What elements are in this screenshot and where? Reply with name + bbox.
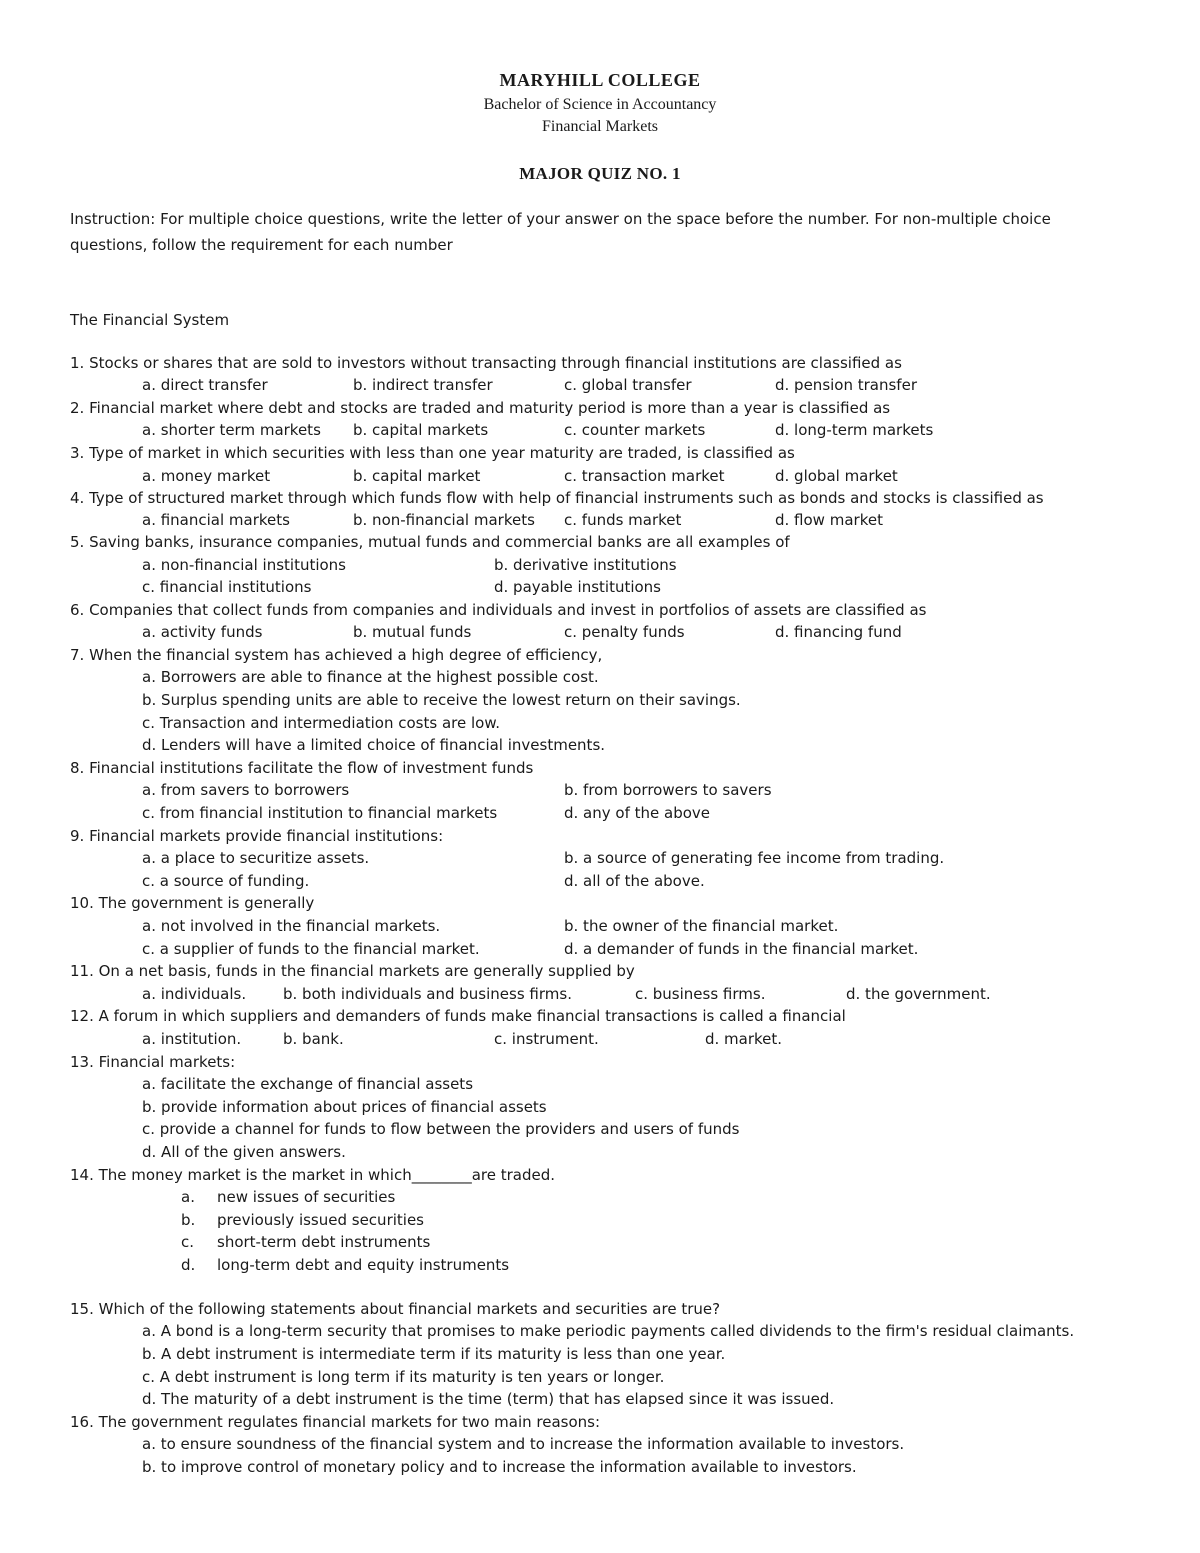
option-10c: c. a supplier of funds to the financial market.: [142, 940, 480, 958]
option-14a-letter: a.: [181, 1188, 195, 1206]
option-1b: b. indirect transfer: [353, 376, 493, 394]
option-14d-letter: d.: [181, 1256, 196, 1274]
option-15d: d. The maturity of a debt instrument is the time (term) that has elapsed since it was issued.: [142, 1390, 835, 1408]
option-11b: b. both individuals and business firms.: [283, 985, 572, 1003]
question-1: 1. Stocks or shares that are sold to investors without transacting through financial institutions are classified as: [70, 354, 902, 372]
question-13: 13. Financial markets:: [70, 1053, 236, 1071]
option-6a: a. activity funds: [142, 623, 263, 641]
question-7: 7. When the financial system has achieved a high degree of efficiency,: [70, 646, 603, 664]
option-1a: a. direct transfer: [142, 376, 268, 394]
option-4c: c. funds market: [564, 511, 682, 529]
option-14c: short-term debt instruments: [217, 1233, 431, 1251]
option-3d: d. global market: [775, 467, 898, 485]
course-name: Financial Markets: [542, 118, 658, 135]
option-9b: b. a source of generating fee income from trading.: [564, 849, 945, 867]
option-8d: d. any of the above: [564, 804, 711, 822]
option-10d: d. a demander of funds in the financial market.: [564, 940, 919, 958]
option-6c: c. penalty funds: [564, 623, 685, 641]
option-16a: a. to ensure soundness of the financial system and to increase the information available to investors.: [142, 1435, 905, 1453]
option-15b: b. A debt instrument is intermediate term if its maturity is less than one year.: [142, 1345, 726, 1363]
option-9a: a. a place to securitize assets.: [142, 849, 370, 867]
option-12d: d. market.: [705, 1030, 783, 1048]
option-7b: b. Surplus spending units are able to receive the lowest return on their savings.: [142, 691, 741, 709]
option-7c: c. Transaction and intermediation costs are low.: [142, 714, 500, 732]
option-14d: long-term debt and equity instruments: [217, 1256, 510, 1274]
option-8a: a. from savers to borrowers: [142, 781, 350, 799]
section-title: The Financial System: [70, 311, 230, 329]
option-16b: b. to improve control of monetary policy and to increase the information available to investors.: [142, 1458, 857, 1476]
option-3b: b. capital market: [353, 467, 481, 485]
question-4: 4. Type of structured market through which funds flow with help of financial instruments such as bonds and stocks is classified as: [70, 489, 1044, 507]
option-3c: c. transaction market: [564, 467, 725, 485]
option-2b: b. capital markets: [353, 421, 489, 439]
option-5b: b. derivative institutions: [494, 556, 677, 574]
option-9d: d. all of the above.: [564, 872, 705, 890]
question-5: 5. Saving banks, insurance companies, mutual funds and commercial banks are all examples of: [70, 533, 790, 551]
option-14c-letter: c.: [181, 1233, 195, 1251]
option-13b: b. provide information about prices of financial assets: [142, 1098, 547, 1116]
option-2c: c. counter markets: [564, 421, 706, 439]
option-1c: c. global transfer: [564, 376, 692, 394]
option-15a: a. A bond is a long-term security that promises to make periodic payments called dividends to the firm's residual claimants.: [142, 1322, 1075, 1340]
option-12a: a. institution.: [142, 1030, 242, 1048]
instruction-text: Instruction: For multiple choice questions, write the letter of your answer on the space before the number. For non-multiple choice questions, follow the requirement for each number: [70, 210, 1051, 254]
option-14b: previously issued securities: [217, 1211, 424, 1229]
option-9c: c. a source of funding.: [142, 872, 310, 890]
option-4a: a. financial markets: [142, 511, 290, 529]
option-5d: d. payable institutions: [494, 578, 661, 596]
question-3: 3. Type of market in which securities with less than one year maturity are traded, is classified as: [70, 444, 795, 462]
quiz-title: MAJOR QUIZ NO. 1: [519, 164, 681, 183]
program-name: Bachelor of Science in Accountancy: [483, 96, 717, 113]
college-name: MARYHILL COLLEGE: [499, 70, 701, 90]
question-11: 11. On a net basis, funds in the financial markets are generally supplied by: [70, 962, 635, 980]
option-11a: a. individuals.: [142, 985, 247, 1003]
question-6: 6. Companies that collect funds from companies and individuals and invest in portfolios of assets are classified as: [70, 601, 927, 619]
option-5c: c. financial institutions: [142, 578, 312, 596]
option-13d: d. All of the given answers.: [142, 1143, 346, 1161]
option-7a: a. Borrowers are able to finance at the highest possible cost.: [142, 668, 599, 686]
question-8: 8. Financial institutions facilitate the flow of investment funds: [70, 759, 534, 777]
option-12c: c. instrument.: [494, 1030, 599, 1048]
option-6b: b. mutual funds: [353, 623, 472, 641]
option-5a: a. non-financial institutions: [142, 556, 347, 574]
option-10b: b. the owner of the financial market.: [564, 917, 839, 935]
option-13c: c. provide a channel for funds to flow between the providers and users of funds: [142, 1120, 740, 1138]
option-11c: c. business firms.: [635, 985, 766, 1003]
question-10: 10. The government is generally: [70, 894, 315, 912]
option-4b: b. non-financial markets: [353, 511, 535, 529]
option-2d: d. long-term markets: [775, 421, 934, 439]
option-8c: c. from financial institution to financial markets: [142, 804, 498, 822]
option-7d: d. Lenders will have a limited choice of financial investments.: [142, 736, 606, 754]
option-6d: d. financing fund: [775, 623, 902, 641]
question-2: 2. Financial market where debt and stocks are traded and maturity period is more than a year is classified as: [70, 399, 891, 417]
option-10a: a. not involved in the financial markets.: [142, 917, 441, 935]
option-1d: d. pension transfer: [775, 376, 917, 394]
option-14b-letter: b.: [181, 1211, 196, 1229]
question-9: 9. Financial markets provide financial institutions:: [70, 827, 444, 845]
question-16: 16. The government regulates financial markets for two main reasons:: [70, 1413, 601, 1431]
option-3a: a. money market: [142, 467, 271, 485]
question-12: 12. A forum in which suppliers and demanders of funds make financial transactions is called a financial: [70, 1007, 846, 1025]
option-4d: d. flow market: [775, 511, 883, 529]
option-2a: a. shorter term markets: [142, 421, 321, 439]
question-15: 15. Which of the following statements about financial markets and securities are true?: [70, 1300, 721, 1318]
option-8b: b. from borrowers to savers: [564, 781, 772, 799]
option-14a: new issues of securities: [217, 1188, 396, 1206]
option-13a: a. facilitate the exchange of financial assets: [142, 1075, 474, 1093]
option-12b: b. bank.: [283, 1030, 344, 1048]
option-15c: c. A debt instrument is long term if its maturity is ten years or longer.: [142, 1368, 665, 1386]
option-11d: d. the government.: [846, 985, 991, 1003]
question-14: 14. The money market is the market in which________are traded.: [70, 1166, 556, 1184]
